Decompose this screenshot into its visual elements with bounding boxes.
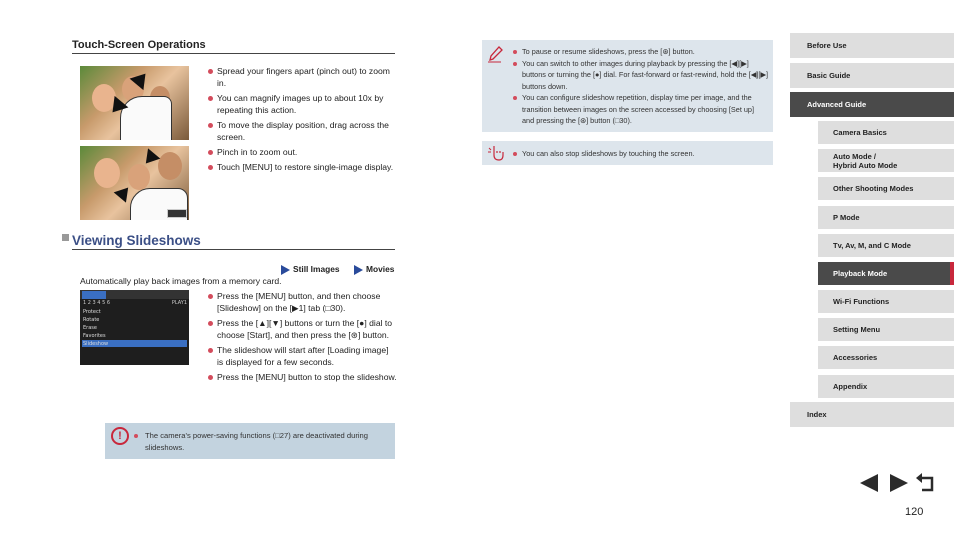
bullet-text: You can magnify images up to about 10x by repeating this action. (217, 93, 384, 115)
bullet-icon (208, 123, 213, 128)
nav-item-playback-mode[interactable] (818, 262, 954, 285)
pinch-in-photo (80, 146, 189, 220)
list-item: You can switch to other images during playback by pressing the [◀][▶] buttons or turning the [●] dial. For fast-forward or fast-rewind, hold the [◀][▶] buttons down. (513, 58, 768, 93)
slideshow-title-text: Viewing Slideshows (72, 233, 201, 248)
bullet-icon (513, 152, 517, 156)
prev-page-icon[interactable] (858, 472, 882, 494)
bullet-icon (208, 69, 213, 74)
step-text: Press the [MENU] button to stop the slideshow. (217, 372, 397, 382)
finger-touch-icon (487, 144, 505, 162)
touch-bullets (207, 65, 397, 176)
touch-note-box (482, 141, 773, 165)
step-text: Press the [MENU] button, and then choose [Slideshow] on the [▶1] tab (□30). (217, 291, 381, 313)
caution-box (105, 423, 395, 459)
list-item (207, 92, 397, 116)
caution-icon: ! (111, 427, 129, 445)
tips-list (513, 46, 768, 127)
bullet-text: To move the display position, drag across the screen. (217, 120, 389, 142)
step-text: Press the [▲][▼] buttons or turn the [●] dial to choose [Start], and then press the [⊛] button. (217, 318, 393, 340)
next-page-icon[interactable] (886, 472, 910, 494)
movies-icon (354, 265, 363, 275)
list-item (207, 317, 397, 341)
bullet-text: Spread your fingers apart (pinch out) to zoom in. (217, 66, 390, 88)
menu-item: Slideshow (83, 341, 109, 347)
step-text: The slideshow will start after [Loading image] is displayed for a few seconds. (217, 345, 389, 367)
slideshow-intro: Automatically play back images from a memory card. (80, 276, 282, 286)
tips-note-box (482, 40, 773, 132)
list-item (207, 119, 397, 143)
menu-item: Rotate (83, 317, 100, 323)
play-tab (82, 291, 106, 299)
list-item: To pause or resume slideshows, press the [⊛] button. (513, 46, 768, 58)
nav-item-basic-guide[interactable]: Basic Guide (790, 63, 954, 88)
bullet-icon (134, 434, 138, 438)
nav-item-auto-mode[interactable]: Auto Mode / Hybrid Auto Mode (818, 149, 954, 172)
mode-tag-still: Still Images (281, 264, 340, 274)
mode-tags (281, 259, 394, 277)
list-item (207, 371, 397, 383)
nav-item-index[interactable]: Index (790, 402, 954, 427)
menu-badge (167, 209, 187, 218)
bullet-icon (208, 321, 213, 326)
menu-item: Erase (83, 325, 97, 331)
touch-section-heading: Touch-Screen Operations (72, 39, 395, 54)
menu-tab-label: PLAY1 (171, 300, 187, 306)
bullet-icon (208, 96, 213, 101)
nav-item-tv-av-m-c-mode[interactable]: Tv, Av, M, and C Mode (818, 234, 954, 257)
nav-item-appendix[interactable]: Appendix (818, 375, 954, 398)
playback-menu-screen (80, 290, 189, 365)
list-item: You can also stop slideshows by touching the screen. (513, 148, 768, 160)
menu-item: Protect (83, 309, 101, 315)
list-item (207, 65, 397, 89)
page-nav-buttons (858, 472, 936, 494)
pinch-out-photo (80, 66, 189, 140)
bullet-icon (208, 165, 213, 170)
bullet-icon (208, 150, 213, 155)
menu-tab-numbers: 1 2 3 4 5 6 PLAY1 (83, 300, 187, 306)
pencil-note-icon (487, 45, 503, 63)
list-item: You can configure slideshow repetition, display time per image, and the transition between images on the screen accessed by choosing [Set up] and pressing the [⊛] button (□30). (513, 92, 768, 127)
slideshow-steps (207, 290, 397, 386)
active-indicator (950, 262, 954, 285)
caution-text: The camera's power-saving functions (□27) are deactivated during slideshows. (145, 431, 368, 452)
list-item (207, 161, 397, 173)
list-item (207, 290, 397, 314)
still-images-icon (281, 265, 290, 275)
nav-item-before-use[interactable]: Before Use (790, 33, 954, 58)
bullet-icon (208, 294, 213, 299)
nav-item-accessories[interactable]: Accessories (818, 346, 954, 369)
bullet-icon (513, 96, 517, 100)
return-icon[interactable] (914, 472, 936, 494)
bullet-icon (208, 348, 213, 353)
bullet-icon (208, 375, 213, 380)
nav-item-camera-basics[interactable]: Camera Basics (818, 121, 954, 144)
page-number: 120 (905, 506, 924, 518)
bullet-text: Touch [MENU] to restore single-image display. (217, 162, 394, 172)
touch-note-list (513, 148, 768, 160)
bullet-icon (513, 62, 517, 66)
slideshow-section-title (72, 233, 395, 250)
nav-item-p-mode[interactable]: P Mode (818, 206, 954, 229)
nav-item-other-shooting-modes[interactable]: Other Shooting Modes (818, 177, 954, 200)
nav-item-label: Playback Mode (833, 269, 888, 278)
list-item (207, 344, 397, 368)
nav-item-setting-menu[interactable]: Setting Menu (818, 318, 954, 341)
menu-item: Favorites (83, 333, 106, 339)
bullet-icon (513, 50, 517, 54)
list-item (207, 146, 397, 158)
nav-item-wifi-functions[interactable]: Wi-Fi Functions (818, 290, 954, 313)
mode-tag-movies: Movies (354, 264, 394, 274)
bullet-text: Pinch in to zoom out. (217, 147, 298, 157)
section-marker-icon (62, 234, 69, 241)
nav-item-advanced-guide[interactable]: Advanced Guide (790, 92, 954, 117)
